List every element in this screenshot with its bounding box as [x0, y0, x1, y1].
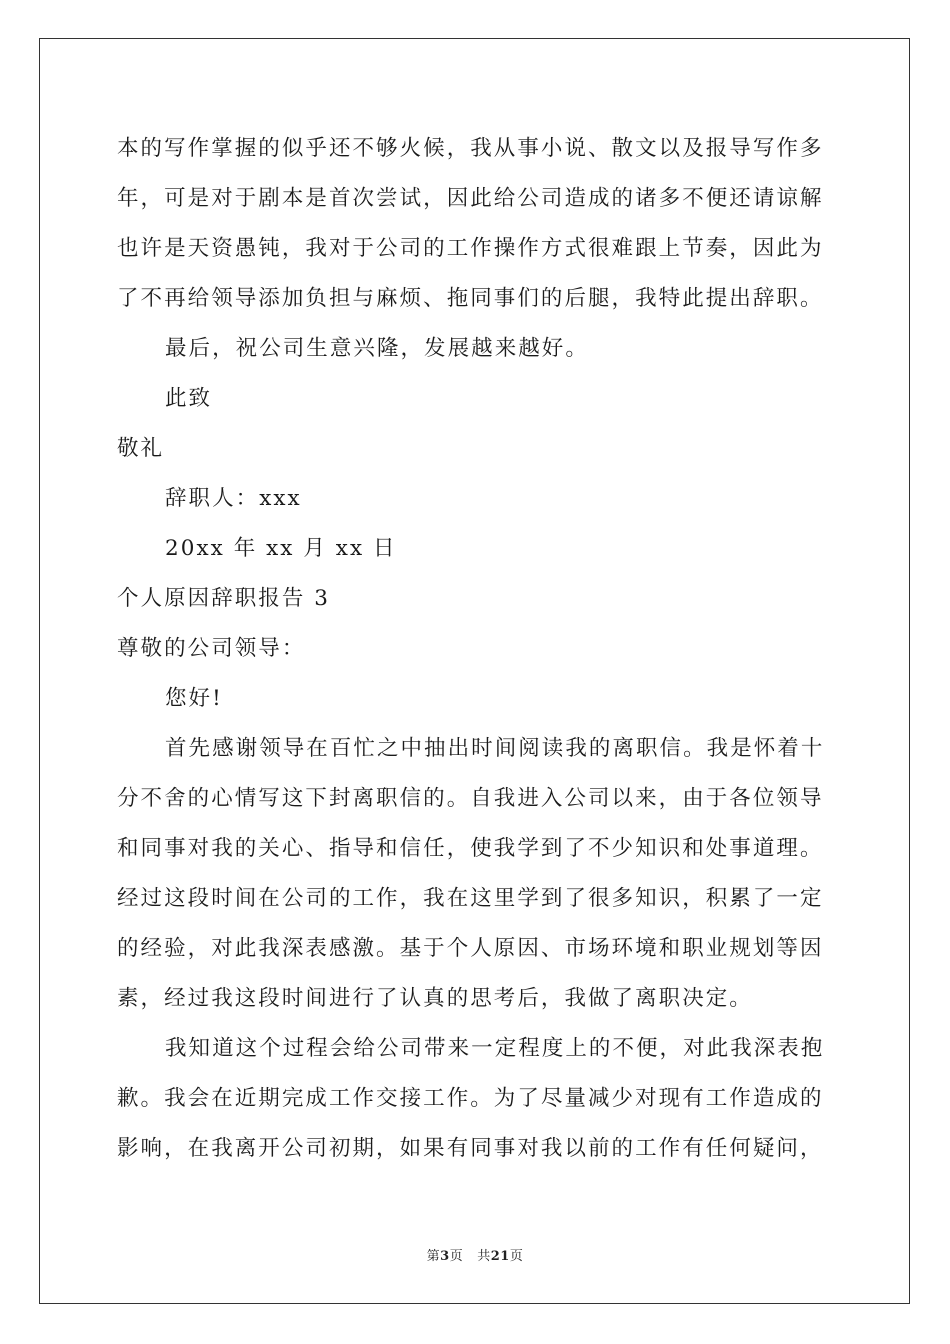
greeting-line: 尊敬的公司领导： [117, 636, 306, 661]
text-line: 了不再给领导添加负担与麻烦、拖同事们的后腿，我特此提出辞职。 [117, 286, 824, 311]
total-prefix: 共 [477, 1249, 491, 1264]
salutation-jing-li: 敬礼 [117, 436, 165, 461]
closing-wish: 最后，祝公司生意兴隆，发展越来越好。 [165, 336, 589, 361]
text-line: 的经验，对此我深表感激。基于个人原因、市场环境和职业规划等因 [117, 936, 824, 961]
salutation-ci-zhi: 此致 [165, 386, 213, 411]
section-title: 个人原因辞职报告 3 [117, 586, 331, 611]
text-line: 经过这段时间在公司的工作，我在这里学到了很多知识，积累了一定 [117, 886, 824, 911]
text-line: 年，可是对于剧本是首次尝试，因此给公司造成的诸多不便还请谅解 [117, 186, 824, 211]
text-line: 本的写作掌握的似乎还不够火候，我从事小说、散文以及报导写作多 [117, 136, 824, 161]
text-line: 歉。我会在近期完成工作交接工作。为了尽量减少对现有工作造成的 [117, 1086, 824, 1111]
page-prefix: 第 [426, 1249, 441, 1264]
text-line: 素，经过我这段时间进行了认真的思考后，我做了离职决定。 [117, 986, 753, 1011]
page-suffix: 页 [449, 1249, 464, 1264]
total-suffix: 页 [509, 1249, 524, 1264]
page-number: 3 [440, 1249, 450, 1264]
text-line: 分不舍的心情写这下封离职信的。自我进入公司以来，由于各位领导 [117, 786, 824, 811]
text-line: 我知道这个过程会给公司带来一定程度上的不便，对此我深表抱 [165, 1036, 825, 1061]
hello-line: 您好! [165, 686, 223, 711]
date-line: 20xx 年 xx 月 xx 日 [165, 536, 397, 561]
text-line: 和同事对我的关心、指导和信任，使我学到了不少知识和处事道理。 [117, 836, 824, 861]
document-body [117, 124, 837, 1174]
page-footer [0, 1245, 950, 1264]
text-line: 首先感谢领导在百忙之中抽出时间阅读我的离职信。我是怀着十 [165, 736, 825, 761]
signer-line: 辞职人：xxx [165, 486, 302, 511]
text-line: 影响，在我离开公司初期，如果有同事对我以前的工作有任何疑问， [117, 1136, 824, 1161]
text-line: 也许是天资愚钝，我对于公司的工作操作方式很难跟上节奏，因此为 [117, 236, 824, 261]
total-pages: 21 [490, 1249, 510, 1264]
